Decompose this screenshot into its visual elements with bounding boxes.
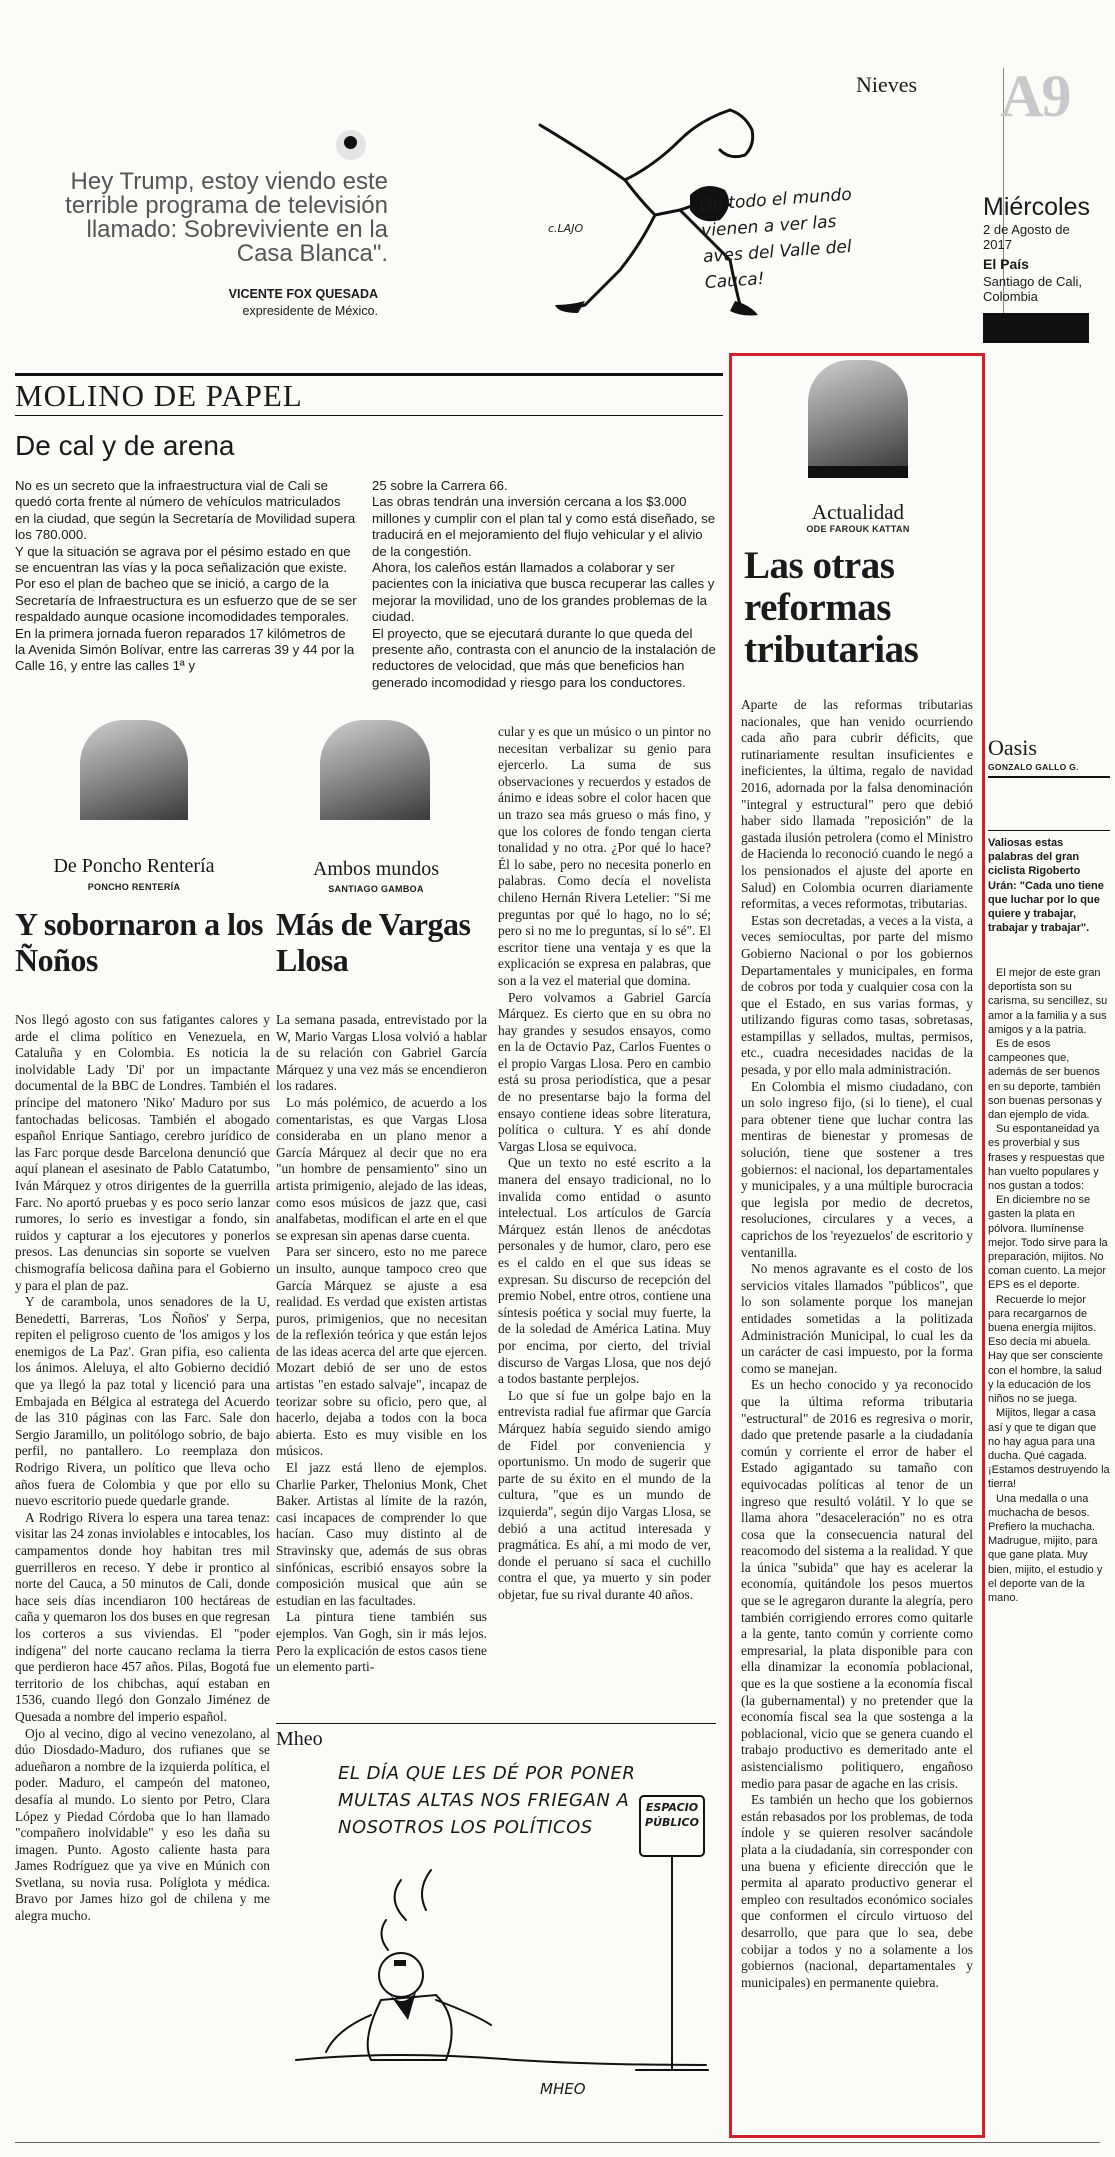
gamboa-paragraph: Pero volvamos a Gabriel García Márquez. Es cierto que en su obra no hay grandes y sesudos ensayos, como en la de Octavio Paz, Carlos Fuentes o el propio Vargas Llosa. Pero en cambio está su prosa periodística, que a pesar de no presentarse bajo la forma del ensayo contiene ideas sobre literatura, política o cultura. Y es ahí donde Vargas Llosa se equivoca. <box>498 989 711 1154</box>
header-black-bar <box>983 313 1089 343</box>
quote-mark-icon <box>344 136 357 149</box>
gamboa-paragraph: Lo más polémico, de acuerdo a los comentaristas, es que Vargas Llosa consideraba en un plano menor a García Márquez al decir que no era "un hombre de pensamiento" sino un artista primigenio, alejado de las ideas, como esos músicos de jazz que, casi analfabetas, modifican el arte en el que se expresan sin apenas darse cuenta. <box>276 1094 487 1243</box>
header-date: 2 de Agosto de 2017 <box>983 222 1070 252</box>
molino-section-title: MOLINO DE PAPEL <box>15 378 303 413</box>
page-bottom-rule <box>15 2142 1100 2143</box>
gamboa-column-1 <box>276 1012 487 1676</box>
gamboa-paragraph: La pintura tiene también sus ejemplos. Van Gogh, sin ir más lejos. Pero la explicación de estos casos tiene un elemento parti- <box>276 1609 487 1675</box>
kattan-paragraph: Estas son decretadas, a veces a la vista, a veces semiocultas, por parte del mismo Gobierno Nacional o por los gobiernos Departamentales y municipales, en forma de cobros por toda y cualquier cosa con la que el Estado, en sus varias formas, y utilizando figuras como tasas, sobretasas, estampillas y sellados, multas, permisos, etc., cuadra necesidades nacidas de la pesada, y por ello mala administración. <box>741 912 973 1078</box>
kattan-photo-backdrop <box>808 466 908 478</box>
renteria-body <box>15 1012 270 1925</box>
molino-column-1 <box>15 478 357 675</box>
mheo-speech: EL DÍA QUE LES DÉ POR PONER MULTAS ALTAS NOS FRIEGAN A NOSOTROS LOS POLÍTICOS <box>338 1763 636 1838</box>
section-name: Nieves <box>856 72 918 97</box>
kattan-headline: Las otras reformas tributarias <box>744 544 919 671</box>
renteria-paragraph: A Rodrigo Rivera lo espera una tarea tenaz: visitar las 24 zonas inviolables e intocables, los campamentos donde hoy habitan tres mil guerrilleros en receso. Y debe ir prontico al norte del Cauca, a 50 minutos de Cali, donde hace seis días incendiaron 100 hectáreas de caña y quemaron los dos buses en que regresan los corteros a sus viviendas. El "poder indígena" del norte caucano reclama la tierra que perdieron hace 457 años. Pilas, Bogotá fue territorio de los chibchas, aquí estaban en 1536, cuando llegó don Gonzalo Jiménez de Quesada a nombre del imperio español. <box>15 1509 270 1724</box>
oasis-lead: Valiosas estas palabras del gran ciclista Rigoberto Urán: "Cada uno tiene que luchar por lo que quiere y trabajar, trabajar y trabajar". <box>988 837 1104 935</box>
gamboa-column-2 <box>498 724 711 1603</box>
molino-column-2 <box>372 478 717 691</box>
header-day: Miércoles <box>983 193 1090 221</box>
gamboa-paragraph: El jazz está lleno de ejemplos. Charlie Parker, Thelonius Monk, Chet Baker. Artistas al límite de la razón, casi incapaces de comprender lo que hacían. Caso muy distinto al de Stravinsky que, además de sus obras sinfónicas, escribió ensayos sobre la composición musical que aún se estudian en las facultades. <box>276 1460 487 1608</box>
header-paper: El País <box>983 256 1029 272</box>
mheo-top-rule <box>276 1723 716 1724</box>
molino-paragraph: Ahora, los caleños están llamados a colaborar y ser pacientes con la iniciativa que busca recuperar las calles y mejorar la movilidad, uno de los grandes problemas de la ciudad. <box>372 560 715 625</box>
molino-paragraph: Por eso el plan de bacheo que se inició, a cargo de la Secretaría de Infraestructura es un esfuerzo que de se ser respaldado aunque ocasione incomodidades temporales. <box>15 576 357 625</box>
oasis-paragraph: Recuerde lo mejor para recargarnos de buena energía mijitos. Eso decía mi abuela. Hay que ser consciente con el hombre, la salud y la educación de los niños no se juega. <box>988 1293 1103 1406</box>
kattan-paragraph: Aparte de las reformas tributarias nacionales, que han venido ocurriendo cada año para cubrir déficits, que rutinariamente resultan insuficientes e ineficientes, la última, regalo de navidad 2016, adornada por la falsa denominación "integral y estructural" pero que debió haber sido llamada "reposición" de la gastada ilusión petrolera (como el Ministro de Hacienda lo reconoció cuando le negó a los pensionados el ajuste del aporte en Salud) en Colombia ocurren diariamente reformitas, a veces reformotas, tributarias. <box>741 697 973 912</box>
gamboa-author: SANTIAGO GAMBOA <box>328 884 424 894</box>
kattan-paragraph: Es también un hecho que los gobiernos están rebasados por los problemas, de toda índole y se quieren resolver sacándole plata a la ciudadanía, sin corresponder con una buena y eficiente dirección que le permita al aparato productivo generar el empleo con resultados económico sociales que conformen el círculo virtuoso del desarrollo, que para que lo sea, debe cobijar a todos y no a solamente a los gobiernos (nacional, departamentales y municipales) en permanente quiebra. <box>741 1792 973 1990</box>
molino-paragraph: No es un secreto que la infraestructura vial de Cali se quedó corta frente al número de vehículos matriculados en la ciudad, que según la Secretaría de Movilidad supera los 780.000. <box>15 478 356 543</box>
renteria-paragraph: Y de carambola, unos senadores de la U, Benedetti, Barreras, 'Los Ñoños' y Serpa, repiten el peligroso cuento de 'los amigos y los enemigos de La Paz'. Gran pifia, eso calienta los ánimos. Aleluya, el alto Gobierno decidió que ya llegó la paz total y licenció para una Embajada en Bélgica al estratega del Acuerdo de las 310 páginas con las Farc. Sale don Sergio Jaramillo, un politólogo sobrio, de bajo perfil, no pantallero. Lo reemplaza don Rodrigo Rivera, un político que lleva ocho años fuera de Colombia y que por ello su nuevo escritorio puede quedarle grande. <box>15 1294 270 1509</box>
molino-top-rule <box>15 373 723 376</box>
header-city: Santiago de Cali, Colombia <box>983 274 1083 304</box>
renteria-author: PONCHO RENTERÍA <box>87 882 181 892</box>
molino-paragraph: Las obras tendrán una inversión cercana a los $3.000 millones y cumplir con el plan tal y como está diseñado, se traducirá en el mejoramiento del flujo vehicular y el alivio de la congestión. <box>372 494 716 559</box>
kattan-paragraph: En Colombia el mismo ciudadano, con un solo ingreso fijo, (si lo tiene), el cual para obtener tiene que luchar contra las mentiras de bienestar y promesas de solución, tiene que sostener a tres gobiernos: el nacional, los departamentales y municipales, y a una múltiple burocracia que legisla por medio de decretos, resoluciones, circulares y a veces, a caprichos de los 'reyezuelos' de escritorio y ventanilla. <box>741 1078 973 1260</box>
molino-paragraph: El proyecto, que se ejecutará durante lo que queda del presente año, contrasta con el anuncio de la instalación de reductores de velocidad, que más que beneficios han generado incomodidad y riesgo para los conductores. <box>372 625 716 690</box>
renteria-paragraph: Ojo al vecino, digo al vecino venezolano, al dúo Diosdado-Maduro, dos rufianes que se adueñaron a nombre de la izquierda política, el poder. Maduro, el campeón del matoneo, desafía al mundo. Lo siento por Petro, Clara López y Piedad Córdoba que lo han llamado "compañero inolvidable" y eso les daña su imagen. Punto. Agosto caliente hasta para James Rodríguez que ya vive en Múnich con Svetlana, su novia rusa. Políglota y médica. Bravo por James hizo gol de chilena y me alegra mucho. <box>15 1725 270 1924</box>
oasis-rule-thin <box>988 830 1110 831</box>
renteria-headline: Y sobornaron a los Ñoños <box>15 906 263 978</box>
gamboa-paragraph: Lo que sí fue un golpe bajo en la entrevista radial fue afirmar que García Márquez había seguido siendo amigo de Fidel por conveniencia y oportunismo. Un modo de sugerir que parte de su éxito en el mundo de la cultura, "que es un mundo de izquierda", según dijo Vargas Llosa, se debió a una actitud interesada y pragmática. Es ahí, a mi modo de ver, donde el peruano sí saca el cuchillo contra el que, ya muerto y sin poder objetar, fue su rival durante 40 años. <box>498 1387 711 1602</box>
mheo-sign: ESPACIO PÚBLICO <box>645 1801 699 1829</box>
oasis-title: Oasis <box>988 735 1037 760</box>
top-cartoon-signature: c.LAJO <box>548 222 584 235</box>
top-cartoon-caption: De todo el mundo vienen a ver las aves del Valle del Cauca! <box>698 184 853 294</box>
mheo-label: Mheo <box>276 1728 323 1750</box>
renteria-column-name: De Poncho Rentería <box>53 855 215 877</box>
oasis-paragraph: Mijitos, llegar a casa así y que te digan que no hay agua para una ducha. Qué cagada. ¡Estamos destruyendo la tierra! <box>988 1407 1110 1491</box>
oasis-body <box>988 966 1110 1605</box>
kattan-author-photo <box>808 360 908 470</box>
kattan-paragraph: Es un hecho conocido y ya reconocido que la última reforma tributaria "estructural" de 2016 es regresiva o morir, dado que pretende pasarle a la ciudadanía común y corriente el error de haber el Estado agigantado su tamaño con equivocadas políticas al tenor de un ingreso que resultó volátil. Y lo que se llama ahora "desaceleración" no es otra cosa que la consecuencia natural del reacomodo del sistema a la realidad. Y que la única "subida" que hay es acelerar la economía, quitándole los pesos muertos que se le agregaron durante la alegría, pero también corrigiendo errores como quitarle a la gente, tanto común y corriente como empresarial, la plata disponible para con ella dinamizar la economía poblacional, que es la que sostiene a la economía fiscal (la gubernamental) y no pretender que la economía fiscal sea la que sostenga a la poblacional, vicio que se genera cuando el trabajo productivo es demeritado ante el asistencialismo politiquero, engañoso medio para pasar de agache en las crisis. <box>741 1377 973 1791</box>
gamboa-paragraph: Que un texto no esté escrito a la manera del ensayo tradicional, no lo invalida como entidad o asunto intelectual. Los artículos de García Márquez están llenos de anécdotas personales y de humor, claro, pero ese es el caldo en el que sus ideas se expresan. Su discurso de recepción del premio Nobel, entre otros, contiene una síntesis poética y social muy fuerte, la de la soledad de América Latina. Muy por encima, por cierto, del trivial discurso de Vargas Llosa, que nos dejó a todos bastante perplejos. <box>498 1155 711 1387</box>
molino-headline: De cal y de arena <box>15 430 235 461</box>
quote-text: Hey Trump, estoy viendo este terrible programa de televisión llamado: Sobreviviente en la Casa Blanca". <box>65 168 388 267</box>
mheo-signature: MHEO <box>540 2080 586 2098</box>
gamboa-paragraph: Para ser sincero, esto no me parece un insulto, aunque tampoco creo que García Márquez se ajuste a esa realidad. Es verdad que existen artistas puros, primigenios, que no necesitan de la reflexión teórica y que están lejos de las ideas acerca del arte que ejercen. Mozart debió de ser uno de estos artistas "en estado salvaje", incapaz de teorizar sobre su oficio, pero que, al hacerlo, dejaba a todos con la boca abierta. Esto es muy visible en los músicos. <box>276 1244 487 1459</box>
oasis-paragraph: En diciembre no se gasten la plata en pólvora. Ilumínense mejor. Todo sirve para la preparación, mijitos. No coman cuento. La mejor EPS es el deporte. <box>988 1194 1108 1292</box>
gamboa-paragraph: cular y es que un músico o un pintor no necesitan verbalizar su genio para ejercerlo. La suma de sus observaciones y recuerdos y estados de ánimo e ideas sobre el color hacen que un trazo sea más grueso o más fino, y que los colores de fondo tengan cierta tonalidad y no otra. ¿Por qué lo hace? Él lo sabe, pero no necesita ponerlo en palabras. Como decía el novelista chileno Hernán Rivera Letelier: "Si me preguntas por qué lo hago, no lo sé; pero si no me lo preguntas, sí lo sé". El escritor tiene una ventaja y es que la explicación se expresa en palabras, que son a la vez el material que domina. <box>498 724 711 988</box>
quote-author-role: expresidente de México. <box>242 304 378 318</box>
gamboa-column-name: Ambos mundos <box>312 858 440 880</box>
kattan-author: ODE FAROUK KATTAN <box>806 524 910 534</box>
oasis-paragraph: Es de esos campeones que, además de ser buenos en su deporte, también son buenas personas y dan ejemplo de vida. <box>988 1038 1102 1122</box>
oasis-rule <box>988 776 1110 778</box>
kattan-body <box>741 697 973 1991</box>
page-number: A9 <box>1000 63 1070 129</box>
oasis-paragraph: Su espontaneidad ya es proverbial y sus frases y respuestas que han vuelto populares y nos gustan a todos: <box>988 1123 1105 1193</box>
renteria-paragraph: Nos llegó agosto con sus fatigantes calores y arde el clima político en Venezuela, en Cataluña y en Colombia. Es noticia la inolvidable Lady 'Di' por un impactante documental de la BBC de Londres. También el príncipe del matonero 'Niko' Maduro por sus fantochadas belicosas. También el abogado español Enrique Santiago, cerebro jurídico de las Farc porque desde Barcelona denunció que aquí planean el asesinato de Pablo Catatumbo, Iván Márquez y otros dirigentes de la guerrilla Farc. No aportó pruebas y es poco serio lanzar rumores, lo serio es investigar a fondo, sin ruidos y capturar a los ejecutores y ponerlos presos. Las denuncias sin soporte se vuelven chismografía belicosa dañina para el Gobierno y para el plan de paz. <box>15 1012 270 1293</box>
gamboa-paragraph: La semana pasada, entrevistado por la W, Mario Vargas Llosa volvió a hablar de su relación con Gabriel García Márquez y una vez más se encendieron los radares. <box>276 1012 487 1094</box>
oasis-paragraph: Una medalla o una muchacha de besos. Prefiero la muchacha. Madrugue, mijito, para que gane plata. Muy bien, mijito, el estudio y el deporte van de la mano. <box>988 1492 1103 1604</box>
molino-paragraph: 25 sobre la Carrera 66. <box>372 478 508 493</box>
oasis-author: GONZALO GALLO G. <box>988 762 1079 772</box>
gamboa-author-photo <box>320 720 430 820</box>
kattan-column-name: Actualidad <box>811 500 905 524</box>
molino-paragraph: Y que la situación se agrava por el pésimo estado en que se encuentran las vías y la poca señalización que existe. <box>15 543 351 576</box>
oasis-paragraph: El mejor de este gran deportista son su carisma, su sencillez, su amor a la familia y a sus amigos y a la patria. <box>988 967 1108 1036</box>
gamboa-headline: Más de Vargas Llosa <box>276 906 471 978</box>
molino-under-rule <box>15 415 723 416</box>
quote-author: VICENTE FOX QUESADA <box>228 287 378 301</box>
kattan-paragraph: No menos agravante es el costo de los servicios vitales llamados "públicos", que lo son solamente porque los manejan entidades sometidas a la politizada Administración Municipal, lo cual les da un carácter de casi impuesto, por la forma como se manejan. <box>741 1261 973 1376</box>
molino-paragraph: En la primera jornada fueron reparados 17 kilómetros de la Avenida Simón Bolívar, entre las carreras 39 y 44 por la Calle 16, y entre las calles 1ª y <box>15 625 355 674</box>
renteria-author-photo <box>80 720 188 820</box>
